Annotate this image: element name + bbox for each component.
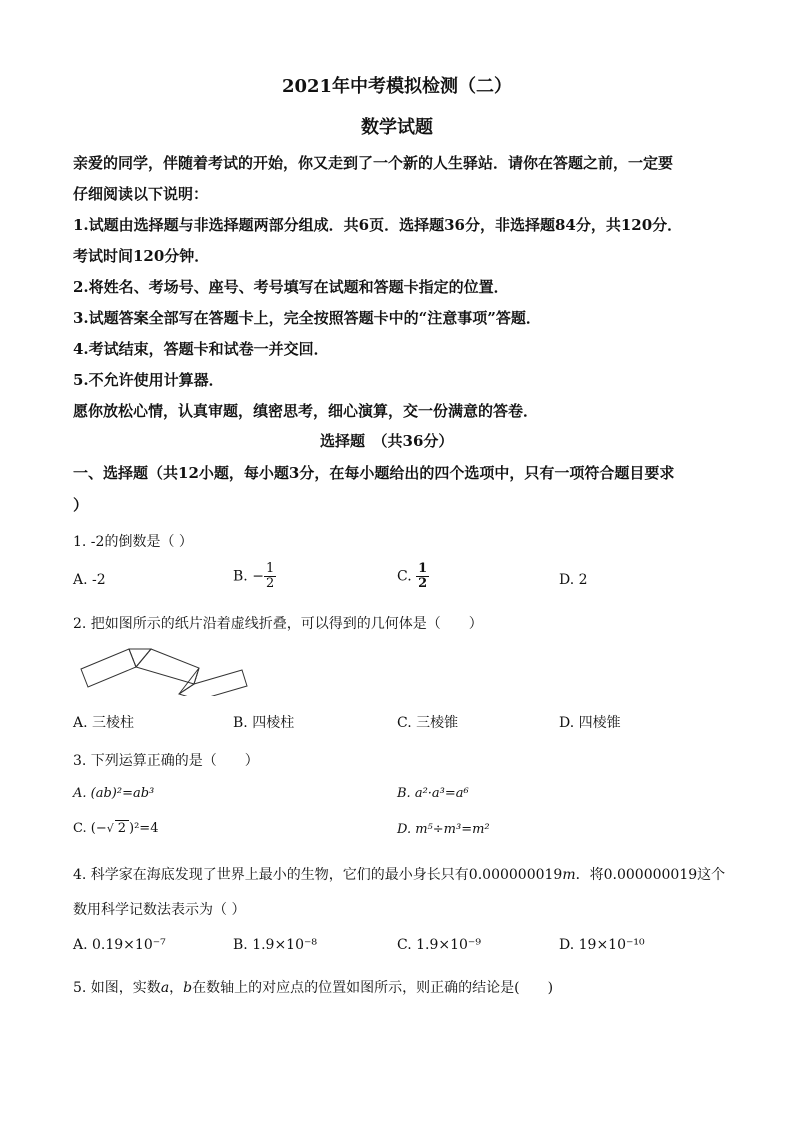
net-left-triangle [129,649,151,667]
intro-line-4: 考试时间120分钟． [73,247,210,265]
net-center-rect [136,649,199,684]
question-3-stem: 3. 下列运算正确的是（ ） [73,753,259,769]
q3-c-prefix: C. (− [73,821,107,836]
exam-subtitle: 数学试题 [361,117,433,138]
q5-stem-post: 在数轴上的对应点的位置如图所示，则正确的结论是( ) [192,980,554,996]
q4-option-a: A. 0.19×10⁻⁷ [73,937,166,953]
intro-line-3: 1.试题由选择题与非选择题两部分组成．共6页．选择题36分，非选择题84分，共120分． [73,216,683,234]
question-2-stem: 2. 把如图所示的纸片沿着虚线折叠，可以得到的几何体是（ ） [73,616,483,632]
q3-c-suffix: )²=4 [129,821,159,836]
q1-option-b-fraction [264,562,276,591]
q1-option-b [233,562,276,591]
intro-line-2: 仔细阅读以下说明： [73,185,209,203]
q4-stem-pre: 4. 科学家在海底发现了世界上最小的生物，它们的最小身长只有0.000000019 [73,867,563,883]
question-5-stem [73,977,553,997]
intro-line-9: 愿你放松心情，认真审题，缜密思考，细心演算，交一份满意的答卷． [73,402,539,420]
q3-c-radicand: 2 [115,820,129,836]
q2-option-a: A. 三棱柱 [73,715,135,731]
intro-line-7: 4.考试结束，答题卡和试卷一并交回． [73,340,329,358]
q5-var-a: a [160,980,170,996]
q1-c-denominator: 2 [418,576,428,591]
q3-option-d: D. m⁵÷m³=m² [397,822,490,837]
q3-option-b: B. a²·a³=a⁶ [397,786,469,801]
q4-stem-unit: m [562,867,576,883]
q3-option-a: A. (ab)²=ab³ [73,786,155,801]
section-instruction-end: ） [73,496,89,514]
q4-option-c: C. 1.9×10⁻⁹ [397,937,481,953]
intro-line-8: 5.不允许使用计算器． [73,371,224,389]
question-4-stem-line-1 [73,864,725,884]
intro-line-1: 亲爱的同学，伴随着考试的开始，你又走到了一个新的人生驿站．请你在答题之前，一定要 [73,154,674,172]
q1-option-b-sign: − [252,568,264,585]
question-1-stem: 1. -2的倒数是（ ） [73,534,193,550]
q4-stem-post: ．将0.000000019这个 [575,867,726,883]
q1-option-b-label: B. [233,568,253,585]
q1-option-a: A. -2 [73,572,106,588]
q2-option-d: D. 四棱锥 [559,715,621,731]
q1-c-numerator: 1 [418,561,428,576]
q1-b-denominator: 2 [265,576,275,591]
q4-option-b: B. 1.9×10⁻⁸ [233,937,317,953]
intro-line-6: 3.试题答案全部写在答题卡上，完全按照答题卡中的“注意事项”答题． [73,309,541,327]
q1-option-c [397,562,429,591]
q4-option-d: D. 19×10⁻¹⁰ [559,937,645,953]
intro-line-5: 2.将姓名、考场号、座号、考号填写在试题和答题卡指定的位置． [73,278,509,296]
exam-title: 2021年中考模拟检测（二） [281,76,513,97]
q3-option-c: C. (−√ 2 )²=4 [73,821,159,836]
q2-option-b: B. 四棱柱 [233,715,295,731]
q2-option-c: C. 三棱锥 [397,715,459,731]
question-4-stem-line-2: 数用科学记数法表示为（ ） [73,902,246,918]
q5-stem-pre: 5. 如图，实数 [73,980,161,996]
net-left-rect [81,649,136,687]
q5-sep: ， [169,980,184,996]
q1-option-d: D. 2 [559,572,588,588]
q1-b-numerator: 1 [265,561,275,576]
q1-option-c-fraction [416,562,429,591]
q5-var-b: b [183,980,193,996]
q1-option-c-label: C. [397,568,417,585]
section-instruction: 一、选择题（共12小题，每小题3分，在每小题给出的四个选项中，只有一项符合题目要求 [73,464,675,482]
folding-net-figure [78,646,253,696]
section-heading: 选择题 （共36分） [320,432,454,450]
